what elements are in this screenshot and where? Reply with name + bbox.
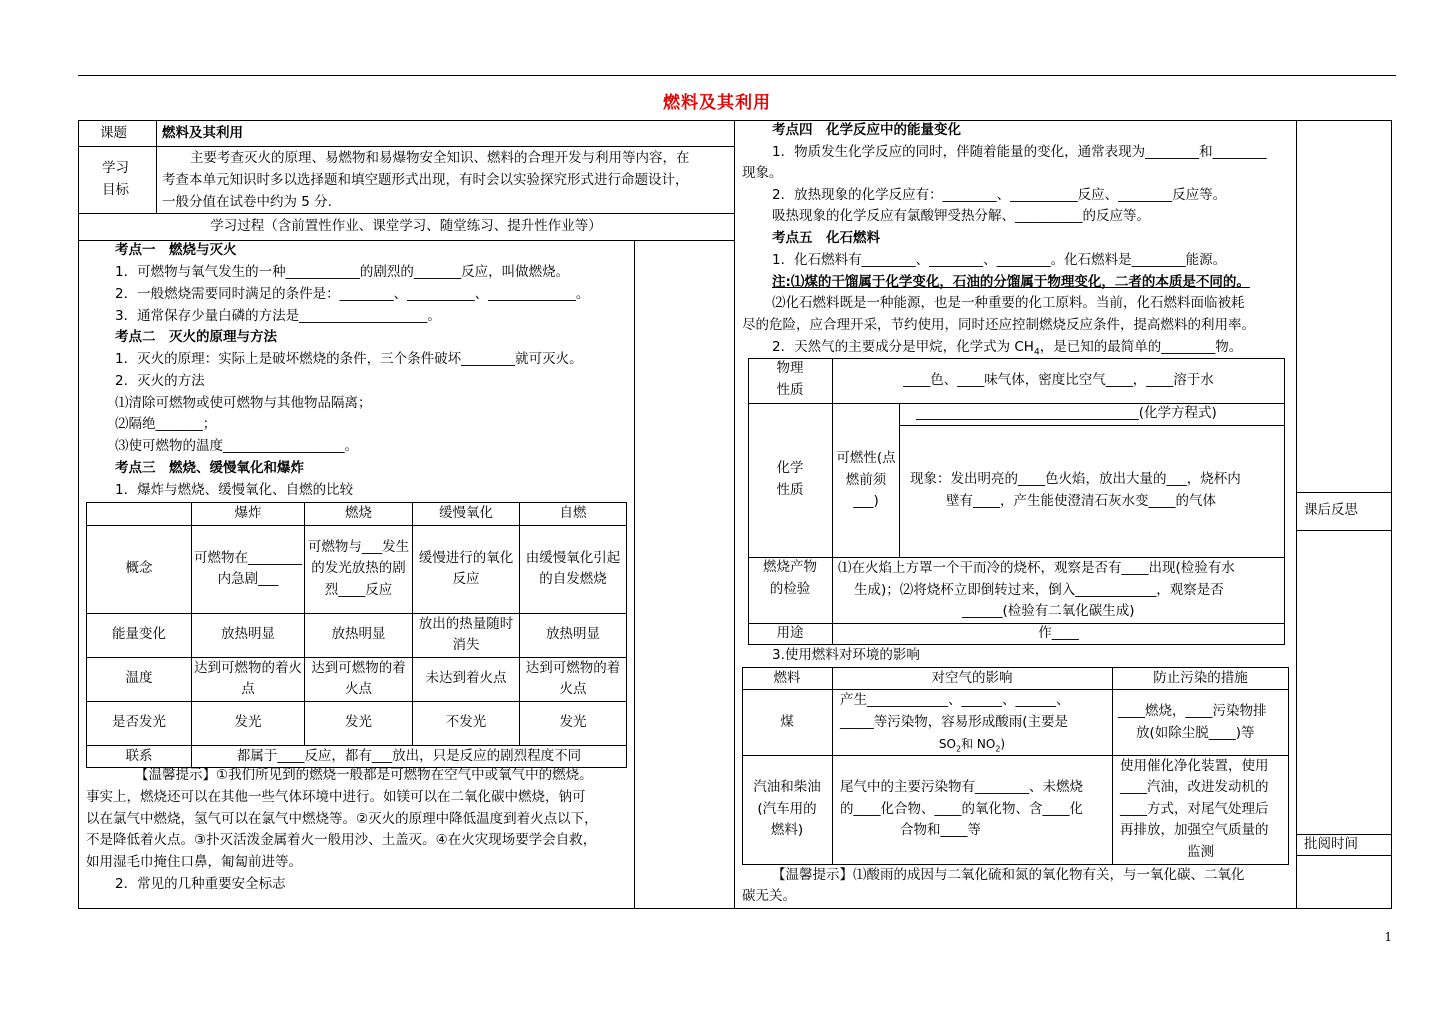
no-sub: 2 xyxy=(995,744,1001,754)
k2-line: 1．灭火的原理：实际上是破坏燃烧的条件，三个条件破坏________就可灭火。 xyxy=(115,351,583,367)
k5-line: 1．化石燃料有________、________、________。化石燃料是________能源。 xyxy=(772,252,1227,268)
oil-label: 燃料) xyxy=(770,822,804,838)
table-header: 爆炸 xyxy=(192,503,305,526)
k4-title: 考点四 化学反应中的能量变化 xyxy=(772,122,961,138)
header-divider xyxy=(156,120,157,213)
oil-air: 的____化合物、____的氧化物、含____化 xyxy=(840,801,1083,817)
row-line xyxy=(78,146,734,147)
k4-line: 现象。 xyxy=(742,165,783,181)
table-cell: 发光 xyxy=(305,701,413,745)
oil-measure: 使用催化净化装置，使用 xyxy=(1120,758,1269,774)
no-text: 和 NO xyxy=(961,737,996,751)
k3-title: 考点三 燃烧、缓慢氧化和爆炸 xyxy=(115,460,304,476)
k2-line: 2．灭火的方法 xyxy=(115,373,205,389)
table-header: 缓慢氧化 xyxy=(413,503,520,526)
table-cell: 不发光 xyxy=(413,701,520,745)
table-cell: 放热明显 xyxy=(305,613,413,657)
table-cell: 放热明显 xyxy=(520,613,627,657)
table-header xyxy=(87,503,192,526)
table-cell: 都属于____反应，都有___放出，只是反应的剧烈程度不同 xyxy=(192,745,627,768)
table-cell: 联系 xyxy=(87,745,192,768)
use-label: 用途 xyxy=(776,625,804,641)
gas-table-line xyxy=(899,403,900,557)
note-text: ⑴煤的干馏属于化学变化，石油的分馏属于物理变化，二者的本质是不同的。 xyxy=(790,274,1250,290)
k5-line: 3.使用燃料对环境的影响 xyxy=(772,647,920,663)
goal-label-1: 学习 xyxy=(102,160,129,176)
page-number: 1 xyxy=(1384,930,1392,944)
goal-text-1: 主要考查灭火的原理、易燃物和易爆物安全知识、燃料的合理开发与利用等内容，在 xyxy=(190,150,690,166)
k1-line: 2．一般燃烧需要同时满足的条件是：________、__________、_____________。 xyxy=(115,286,590,302)
goal-text-2: 考查本单元知识时多以选择题和填空题形式出现，有时会以实验探究形式进行命题设计， xyxy=(162,172,689,188)
flam-label: 可燃性(点燃前须___) xyxy=(836,450,896,509)
gas-table-line xyxy=(832,358,833,645)
table-cell: 发光 xyxy=(520,701,627,745)
topic-label: 课题 xyxy=(100,125,127,141)
table-cell: 达到可燃物的着火点 xyxy=(192,657,305,701)
k1-line: 3．通常保存少量白磷的方法是___________________。 xyxy=(115,308,441,324)
oil-air: 尾气中的主要污染物有________、未燃烧 xyxy=(840,779,1083,795)
table-cell: 达到可燃物的着火点 xyxy=(520,657,627,701)
env-table-line xyxy=(1112,667,1113,865)
oil-measure: ____方式，对尾气处理后 xyxy=(1120,801,1269,817)
table-cell: 温度 xyxy=(87,657,192,701)
table-cell: 缓慢进行的氧化反应 xyxy=(413,525,520,613)
note-label: 注: xyxy=(772,274,791,290)
env-header: 燃料 xyxy=(773,670,801,686)
table-cell: 发光 xyxy=(192,701,305,745)
oil-label: 汽油和柴油 xyxy=(753,779,821,795)
phen-line: 现象：发出明亮的____色火焰，放出大量的___，烧杯内 xyxy=(910,471,1241,487)
oil-label: (汽车用的 xyxy=(757,801,817,817)
tip-line: 如用湿毛巾掩住口鼻，匍匐前进等。 xyxy=(86,854,302,870)
k1-line: 1．可燃物与氧气发生的一种___________的剧烈的_______反应，叫做燃烧。 xyxy=(115,264,570,280)
side-line xyxy=(1296,492,1392,493)
table-cell: 能量变化 xyxy=(87,613,192,657)
chem-label xyxy=(748,458,832,501)
chem-label-text: 化学性质 xyxy=(776,460,804,498)
coal-line: 产生____________、______、______、 xyxy=(840,692,1070,708)
k4-line: 2．放热现象的化学反应有：________、__________反应、________反应等。 xyxy=(772,187,1227,203)
phen-line: 壁有____，产生能使澄清石灰水变____的气体 xyxy=(946,493,1216,509)
goal-text-3: 一般分值在试卷中约为 5 分. xyxy=(162,194,332,210)
env-table-line xyxy=(832,667,833,865)
gas-table-line xyxy=(899,425,1285,426)
env-header: 防止污染的措施 xyxy=(1153,670,1248,686)
table-cell: 由缓慢氧化引起的自发燃烧 xyxy=(520,525,627,613)
so-text: SO xyxy=(938,737,956,751)
k5-note xyxy=(772,272,1250,294)
table-cell: 放热明显 xyxy=(192,613,305,657)
phys-label-text: 物理性质 xyxy=(776,360,804,398)
test-line: ______(检验有二氧化碳生成) xyxy=(962,603,1135,619)
compare-table xyxy=(86,502,627,768)
k3-line: 1．爆炸与燃烧、缓慢氧化、自燃的比较 xyxy=(115,482,354,498)
oil-air: 合物和____等 xyxy=(900,822,981,838)
table-cell: 达到可燃物的着火点 xyxy=(305,657,413,701)
side-divider xyxy=(1296,120,1297,909)
use-text: 作____ xyxy=(1038,625,1079,641)
oil-measure: 监测 xyxy=(1187,844,1214,860)
table-cell: 可燃物与___发生的发光放热的剧烈____反应 xyxy=(305,525,413,613)
k3-line: 2．常见的几种重要安全标志 xyxy=(115,876,286,892)
test-label xyxy=(748,557,832,600)
k2-title: 考点二 灭火的原理与方法 xyxy=(115,329,277,345)
oil-measure: ____汽油，改进发动机的 xyxy=(1120,779,1269,795)
top-rule xyxy=(78,75,1396,76)
phys-text: ____色、____味气体，密度比空气____，____溶于水 xyxy=(903,372,1214,388)
eq-text: _________________________________(化学方程式) xyxy=(916,405,1217,421)
page-title: 燃料及其利用 xyxy=(663,93,771,113)
column-divider xyxy=(734,120,735,909)
tip-line: 事实上，燃烧还可以在其他一些气体环境中进行。如镁可以在二氧化碳中燃烧，钠可 xyxy=(86,789,586,805)
k2-line: ⑶使可燃物的温度__________________。 xyxy=(115,438,358,454)
test-label-text: 燃烧产物的检验 xyxy=(763,559,817,597)
oil-measure: 再排放，加强空气质量的 xyxy=(1120,822,1269,838)
tip-line: 【温馨提示】①我们所见到的燃烧一般都是可燃物在空气中或氧气中的燃烧。 xyxy=(135,767,593,783)
tip-line: 【温馨提示】⑴酸雨的成因与二氧化硫和氮的氧化物有关，与一氧化碳、二氧化 xyxy=(772,867,1245,883)
table-cell: 放出的热量随时消失 xyxy=(413,613,520,657)
so-sub: 2 xyxy=(955,744,962,754)
tip-line: 碳无关。 xyxy=(742,888,796,904)
reflect-label: 课后反思 xyxy=(1304,502,1358,518)
k4-line: 1．物质发生化学反应的同时，伴随着能量的变化，通常表现为________和________ xyxy=(772,144,1267,160)
table-cell: 是否发光 xyxy=(87,701,192,745)
process-title: 学习过程（含前置性作业、课堂学习、随堂练习、提升性作业等） xyxy=(210,218,602,234)
tip-line: 不是降低着火点。③扑灭活泼金属着火一般用沙、土盖灭。④在火灾现场要学会自救， xyxy=(86,832,597,848)
k5-line: ⑵化石燃料既是一种能源，也是一种重要的化工原料。当前，化石燃料面临被耗 xyxy=(772,295,1245,311)
coal-label: 煤 xyxy=(780,714,794,730)
coal-measure: 放(如除尘脱____)等 xyxy=(1136,725,1255,741)
tip-line: 以在氯气中燃烧，氢气可以在氯气中燃烧等。②灭火的原理中降低温度到着火点以下， xyxy=(86,811,598,827)
table-header: 自燃 xyxy=(520,503,627,526)
topic-value: 燃料及其利用 xyxy=(162,125,243,141)
env-header: 对空气的影响 xyxy=(931,670,1013,686)
k5-title: 考点五 化石燃料 xyxy=(772,230,880,246)
review-time-label: 批阅时间 xyxy=(1304,836,1358,852)
methane-sub: 4 xyxy=(1033,347,1040,358)
side-line xyxy=(1296,530,1392,531)
k1-title: 考点一 燃烧与灭火 xyxy=(115,242,237,258)
paren-close: ) xyxy=(1000,737,1006,751)
k5-line: 尽的危险，应合理开采，节约使用，同时还应控制燃烧反应条件，提高燃料的利用率。 xyxy=(742,317,1255,333)
table-cell: 概念 xyxy=(87,525,192,613)
methane-text-b: ，是已知的最简单的________物。 xyxy=(1039,339,1243,355)
test-line: 生成)；⑵将烧杯立即倒转过来，倒入____________，观察是否 xyxy=(854,582,1224,598)
k2-line: ⑴清除可燃物或使可燃物与其他物品隔离； xyxy=(115,395,372,411)
left-inner-divider xyxy=(634,240,635,909)
table-cell: 未达到着火点 xyxy=(413,657,520,701)
k2-line: ⑵隔绝_______； xyxy=(115,416,217,432)
coal-line: _____等污染物，容易形成酸雨(主要是 xyxy=(840,714,1069,730)
table-cell: 可燃物在________内急剧___ xyxy=(192,525,305,613)
methane-text-a: 2．天然气的主要成分是甲烷，化学式为 CH xyxy=(772,339,1034,355)
table-header: 燃烧 xyxy=(305,503,413,526)
test-line: ⑴在火焰上方罩一个干而冷的烧杯，观察是否有____出现(检验有水 xyxy=(838,560,1235,576)
coal-line xyxy=(832,734,1112,760)
k4-line: 吸热现象的化学反应有氯酸钾受热分解、__________的反应等。 xyxy=(772,208,1150,224)
coal-measure: ____燃烧，____污染物排 xyxy=(1118,703,1267,719)
goal-label-2: 目标 xyxy=(102,182,129,198)
phys-label xyxy=(748,358,832,401)
